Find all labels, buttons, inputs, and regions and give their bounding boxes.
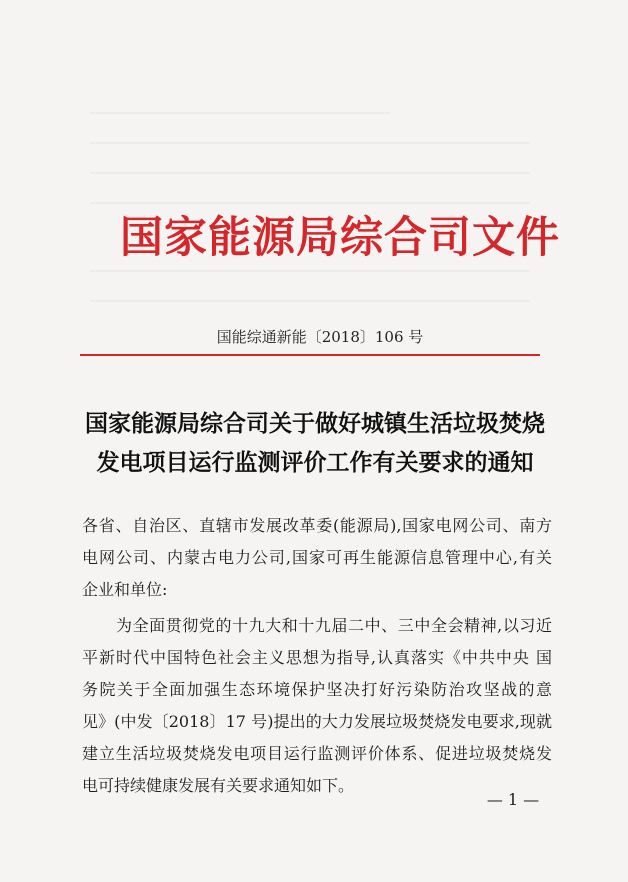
body-line: 建立生活垃圾焚烧发电项目运行监测评价体系、促进垃圾焚烧发	[82, 744, 552, 763]
document-title-line-2: 发电项目运行监测评价工作有关要求的通知	[96, 449, 534, 476]
addressee-line: 各省、自治区、直辖市发展改革委(能源局),国家电网公司、南方	[82, 516, 552, 535]
body-line: 为全面贯彻党的十九大和十九届二中、三中全会精神,以习近	[116, 616, 552, 635]
document-number: 国能综通新能〔2018〕106 号	[216, 328, 424, 346]
bleed-mark	[90, 112, 390, 114]
header-divider	[80, 354, 540, 356]
issuer-header: 国家能源局综合司文件	[120, 213, 560, 263]
body-line: 见》(中发〔2018〕17 号)提出的大力发展垃圾焚烧发电要求,现就	[82, 712, 552, 731]
body-line: 电可持续健康发展有关要求通知如下。	[82, 776, 355, 795]
bleed-mark	[90, 202, 530, 204]
bleed-mark	[90, 142, 530, 144]
bleed-mark	[90, 300, 530, 302]
document-title-line-1: 国家能源局综合司关于做好城镇生活垃圾焚烧	[85, 410, 545, 437]
addressee-line: 电网公司、内蒙古电力公司,国家可再生能源信息管理中心,有关	[82, 548, 552, 567]
body-line: 务院关于全面加强生态环境保护坚决打好污染防治攻坚战的意	[82, 680, 552, 699]
addressee-line: 企业和单位:	[82, 580, 168, 599]
bleed-mark	[90, 270, 530, 272]
bleed-mark	[90, 172, 530, 174]
body-line: 平新时代中国特色社会主义思想为指导,认真落实《中共中央 国	[82, 648, 552, 667]
page-number: — 1 —	[486, 790, 540, 809]
